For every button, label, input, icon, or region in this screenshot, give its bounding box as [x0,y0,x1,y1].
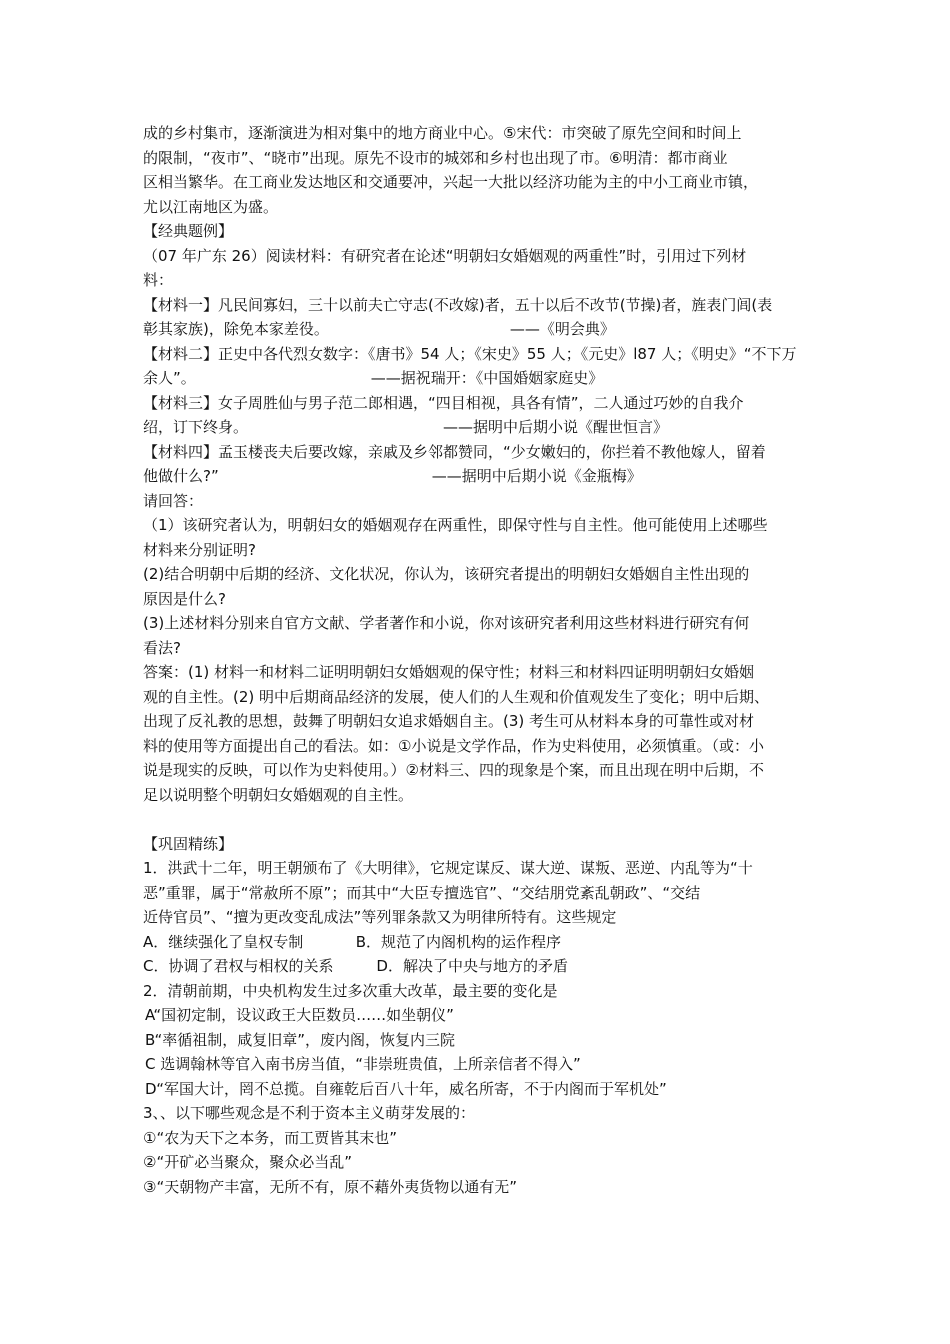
answer-line: 料的使用等方面提出自己的看法。如：①小说是文学作品，作为史料使用，必须慎重。（或：小 [143,736,764,755]
please-answer-label: 请回答： [143,491,204,510]
material-source: ——据明中后期小说《醒世恒言》 [443,418,669,436]
material-1 [143,293,813,342]
material-line [143,366,813,391]
option-line: ③“天朝物产丰富，无所不有，原不藉外夷货物以通有无” [143,1177,517,1196]
text-line: 料： [143,271,174,289]
material-line [143,317,813,342]
material-4 [143,440,813,489]
question-line: 原因是什么? [143,589,226,608]
material-text: 余人”。 [143,369,196,387]
material-line: 【材料一】凡民间寡妇，三十以前夫亡守志(不改嫁)者，五十以后不改节(节操)者，旌表门闾(表 [143,295,773,314]
intro-paragraph [143,121,813,219]
material-line [143,415,813,440]
option-line: ①“农为天下之本务，而工贾皆其末也” [143,1128,397,1147]
classic-heading: 【经典题例】 [143,222,234,240]
answer-line: 观的自主性。(2) 明中后期商品经济的发展，使人们的人生观和价值观发生了变化；明中后期、 [143,687,770,706]
questions-block [143,513,813,660]
question-line: （1）该研究者认为，明朝妇女的婚姻观存在两重性，即保守性与自主性。他可能使用上述哪些 [143,516,768,534]
question-stem-line: 1．洪武十二年，明王朝颁布了《大明律》，它规定谋反、谋大逆、谋叛、恶逆、内乱等为“十 [143,859,753,877]
text-line: 区相当繁华。在工商业发达地区和交通要冲，兴起一大批以经济功能为主的中小工商业市镇， [143,173,759,191]
option-line: ②“开矿必当聚众，聚众必当乱” [143,1153,352,1171]
option-line: A“国初定制，设议政王大臣数员……如坐朝仪” [145,1006,454,1024]
document-body [143,121,813,1199]
answer-line: 答案：(1) 材料一和材料二证明明朝妇女婚姻观的保守性；材料三和材料四证明明朝妇女婚姻 [143,663,755,681]
material-source: ——据明中后期小说《金瓶梅》 [431,467,642,485]
question-line: (2)结合明朝中后期的经济、文化状况，你认为，该研究者提出的明朝妇女婚姻自主性出现的 [143,565,750,583]
question-stem-line: 近侍官员”、“擅为更改变乱成法”等列罪条款又为明律所特有。这些规定 [143,908,617,926]
text-line: 的限制，“夜市”、“晓市”出现。原先不设市的城郊和乡村也出现了市。⑥明清：都市商业 [143,148,728,167]
material-source: ——据祝瑞开：《中国婚姻家庭史》 [370,369,604,387]
material-3 [143,391,813,440]
material-line [143,464,813,489]
option-line: B“率循祖制，咸复旧章”，废内阁，恢复内三院 [145,1030,456,1049]
practice-heading: 【巩固精练】 [143,834,234,853]
question-intro [143,244,813,293]
question-line: (3)上述材料分别来自官方文献、学者著作和小说，你对该研究者利用这些材料进行研究有何 [143,614,750,632]
material-2 [143,342,813,391]
practice-question-2 [143,979,813,1102]
answer-line: 说是现实的反映，可以作为史料使用。）②材料三、四的现象是个案，而且出现在明中后期，不 [143,761,764,779]
practice-question-3 [143,1101,813,1199]
material-line: 【材料三】女子周胜仙与男子范二郎相遇，“四目相视，具各有情”，二人通过巧妙的自我介 [143,393,744,412]
material-text: 绍，订下终身。 [143,418,249,436]
question-line: 材料来分别证明? [143,540,256,559]
answer-block [143,660,813,807]
option-line: C．协调了君权与相权的关系 D．解决了中央与地方的矛盾 [143,957,568,975]
material-text: 他做什么?” [143,467,219,485]
material-line: 【材料二】正史中各代烈女数字：《唐书》54 人；《宋史》55 人；《元史》l87 人；《明史》“不下万 [143,344,797,363]
text-line: 成的乡村集市，逐渐演进为相对集中的地方商业中心。⑤宋代：市突破了原先空间和时间上 [143,124,742,142]
material-text: 彰其家族)，除免本家差役。 [143,320,329,338]
option-line: D“军国大计，罔不总揽。自雍乾后百八十年，威名所寄，不于内阁而于军机处” [145,1079,667,1098]
answer-line: 足以说明整个明朝妇女婚姻观的自主性。 [143,785,414,804]
paragraph-spacer [143,807,813,832]
option-line: A．继续强化了皇权专制 B．规范了内阁机构的运作程序 [143,932,562,951]
question-line: 看法? [143,638,181,657]
text-line: （07 年广东 26）阅读材料：有研究者在论述“明朝妇女婚姻观的两重性”时，引用过下列材 [143,246,747,265]
practice-question-1 [143,856,813,979]
answer-line: 出现了反礼教的思想，鼓舞了明朝妇女追求婚姻自主。(3) 考生可从材料本身的可靠性或对材 [143,712,755,730]
text-line: 尤以江南地区为盛。 [143,197,279,216]
material-source: ——《明会典》 [509,320,615,338]
option-line: C 选调翰林等官入南书房当值，“非崇班贵值，上所亲信者不得入” [145,1055,581,1073]
material-line: 【材料四】孟玉楼丧夫后要改嫁，亲戚及乡邻都赞同，“少女嫩妇的，你拦着不教他嫁人，留着 [143,442,766,461]
question-stem-line: 恶”重罪，属于“常赦所不原”；而其中“大臣专擅选官”、“交结朋党紊乱朝政”、“交结 [143,883,701,902]
question-stem-line: 3、、以下哪些观念是不利于资本主义萌芽发展的： [143,1104,476,1122]
question-stem-line: 2．清朝前期，中央机构发生过多次重大改革，最主要的变化是 [143,981,558,1000]
